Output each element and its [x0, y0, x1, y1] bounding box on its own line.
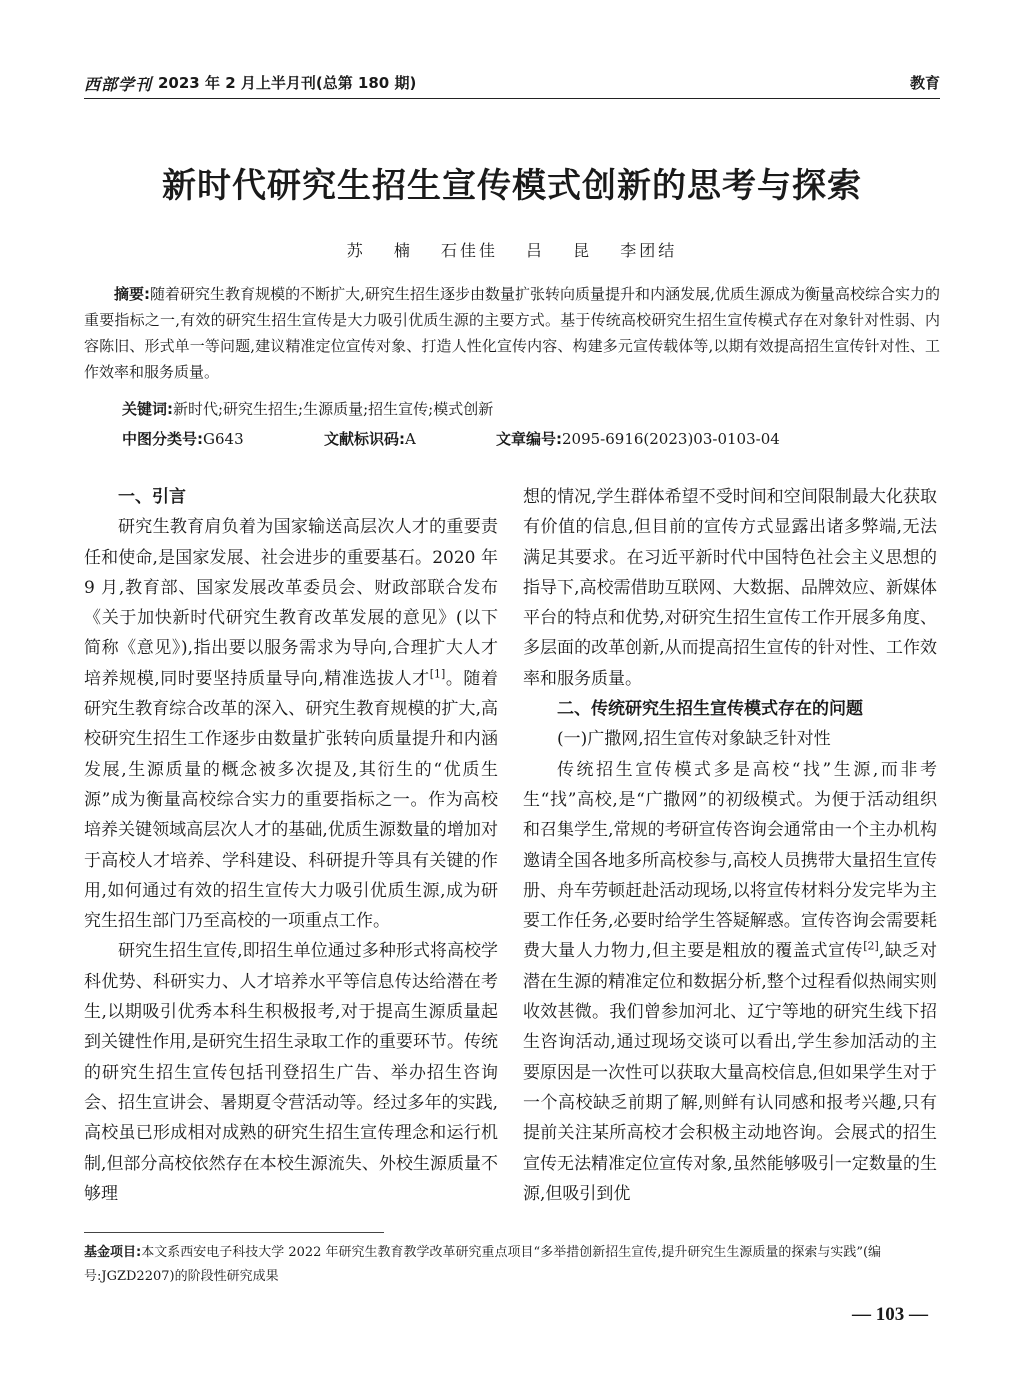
doc-code-value: A [405, 430, 416, 448]
article-title: 新时代研究生招生宣传模式创新的思考与探索 [162, 166, 862, 206]
section-heading-intro: 一、引言 [118, 487, 186, 507]
article-number-label: 文章编号: [496, 430, 562, 448]
keywords-label: 关键词: [122, 400, 173, 418]
citation-ref[interactable]: [2] [863, 939, 879, 953]
doc-code-label: 文献标识码: [324, 430, 405, 448]
page-number: — 103 — [852, 1304, 928, 1325]
subsection-heading: (一)广撒网,招生宣传对象缺乏针对性 [557, 729, 831, 750]
paragraph [84, 512, 498, 936]
paragraph: 研究生招生宣传,即招生单位通过多种形式将高校学科优势、科研实力、人才培养水平等信息传达给潜在考生,以期吸引优秀本科生积极报考,对于提高生源质量起到关键性作用,是研究生招生录取工作的重要环节。传统的研究生招生宣传包括刊登招生广告、举办招生咨询会、招生宣讲会、暑期夏令营活动等。经过多年的实践,高校虽已形成相对成熟的研究生招生宣传理念和运行机制,但部分高校依然存在本校生源流失、外校生源质量不够理 [84, 941, 498, 1204]
abstract-text: 随着研究生教育规模的不断扩大,研究生招生逐步由数量扩张转向质量提升和内涵发展,优质生源成为衡量高校综合实力的重要指标之一,有效的研究生招生宣传是大力吸引优质生源的主要方式。基于传统高校研究生招生宣传模式存在对象针对性弱、内容陈旧、形式单一等问题,建议精准定位宣传对象、打造人性化宣传内容、构建多元宣传载体等,以期有效提高招生宣传针对性、工作效率和服务质量。 [84, 285, 940, 381]
paragraph-text: 传统招生宣传模式多是高校“找”生源,而非考生“找”高校,是“广撒网”的初级模式。为便于活动组织和召集学生,常规的考研宣传咨询会通常由一个主办机构邀请全国各地多所高校参与,高校人员携带大量招生宣传册、舟车劳顿赶赴活动现场,以将宣传材料分发完毕为主要工作任务,必要时给学生答疑解惑。宣传咨询会需要耗费大量人力物力,但主要是粗放的覆盖式宣传 [523, 759, 937, 962]
journal-logo: 西部学刊 [84, 75, 153, 94]
left-column [84, 482, 498, 1209]
section-label: 教育 [909, 74, 940, 92]
article-number [496, 428, 780, 449]
article-number-value: 2095-6916(2023)03-0103-04 [562, 430, 780, 448]
running-header [84, 70, 940, 99]
right-column [523, 482, 937, 1209]
document-code [324, 428, 416, 449]
classification-line [122, 428, 942, 450]
footnote-divider [84, 1232, 384, 1233]
keywords [122, 398, 493, 419]
paragraph-text: ,缺乏对潜在生源的精准定位和数据分析,整个过程看似热闹实则收效甚微。我们曾参加河北、辽宁等地的研究生线下招生咨询活动,通过现场交谈可以看出,学生参加活动的主要原因是一次性可以获取大量高校信息,但如果学生对于一个高校缺乏前期了解,则鲜有认同感和报考兴趣,只有提前关注某所高校才会积极主动地咨询。会展式的招生宣传无法精准定位宣传对象,虽然能够吸引一定数量的生源,但吸引到优 [523, 941, 938, 1204]
paragraph-text: 。随着研究生教育综合改革的深入、研究生教育规模的扩大,高校研究生招生工作逐步由数量扩张转向质量提升和内涵发展,生源质量的概念被多次提及,其衍生的“优质生源”成为衡量高校综合实力的重要指标之一。作为高校培养关键领域高层次人才的基础,优质生源数量的增加对于高校人才培养、学科建设、科研提升等具有关键的作用,如何通过有效的招生宣传大力吸引优质生源,成为研究生招生部门乃至高校的一项重点工作。 [84, 668, 498, 932]
paragraph [523, 755, 937, 1209]
abstract [84, 281, 940, 385]
abstract-label: 摘要: [114, 285, 151, 303]
keywords-text: 新时代;研究生招生;生源质量;招生宣传;模式创新 [173, 400, 494, 418]
section-heading-problems: 二、传统研究生招生宣传模式存在的问题 [557, 699, 863, 720]
clc-label: 中图分类号: [122, 430, 203, 448]
author-list: 苏 楠 石佳佳 吕 昆 李团结 [346, 241, 678, 260]
funding-label: 基金项目: [84, 1245, 142, 1260]
funding-text: 本文系西安电子科技大学 2022 年研究生教育教学改革研究重点项目“多举措创新招生宣传,提升研究生生源质量的探索与实践”(编号:JGZD2207)的阶段性研究成果 [84, 1245, 882, 1284]
funding-note [84, 1241, 940, 1289]
clc-value: G643 [203, 430, 244, 448]
paragraph-text: 研究生教育肩负着为国家输送高层次人才的重要责任和使命,是国家发展、社会进步的重要基石。2020 年 9 月,教育部、国家发展改革委员会、财政部联合发布《关于加快新时代研究生教育改革发展的意见》(以下简称《意见》),指出要以服务需求为导向,合理扩大人才培养规模,同时要坚持质量导向,精准选拔人才 [84, 517, 498, 689]
paragraph: 想的情况,学生群体希望不受时间和空间限制最大化获取有价值的信息,但目前的宣传方式显露出诸多弊端,无法满足其要求。在习近平新时代中国特色社会主义思想的指导下,高校需借助互联网、大数据、品牌效应、新媒体平台的特点和优势,对研究生招生宣传工作开展多角度、多层面的改革创新,从而提高招生宣传的针对性、工作效率和服务质量。 [523, 487, 937, 689]
citation-ref[interactable]: [1] [429, 667, 446, 681]
issue-info: 2023 年 2 月上半月刊(总第 180 期) [158, 74, 417, 92]
clc-number [122, 428, 244, 449]
